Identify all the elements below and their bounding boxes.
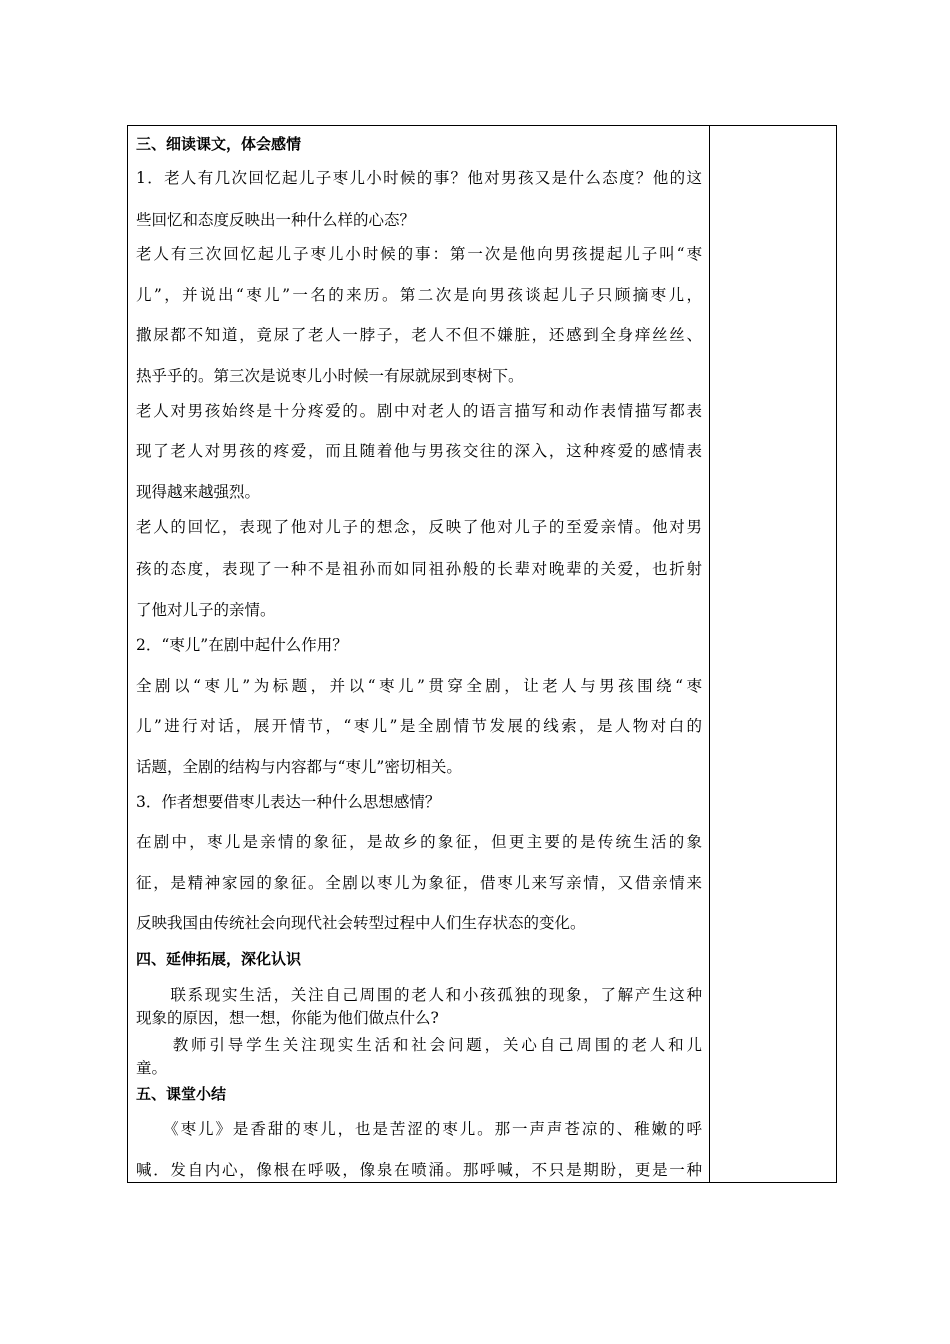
text-line: 1．老人有几次回忆起儿子枣儿小时候的事？他对男孩又是什么态度？他的这 bbox=[136, 169, 702, 187]
section-heading: 三、细读课文，体会感情 bbox=[136, 135, 302, 153]
section-heading: 五、课堂小结 bbox=[136, 1085, 227, 1103]
text-line: 现得越来越强烈。 bbox=[136, 483, 261, 501]
text-line: 老人对男孩始终是十分疼爱的。剧中对老人的语言描写和动作表情描写都表 bbox=[136, 402, 702, 420]
text-line: 在剧中，枣儿是亲情的象征，是故乡的象征，但更主要的是传统生活的象 bbox=[136, 833, 702, 851]
text-line: 些回忆和态度反映出一种什么样的心态？ bbox=[136, 211, 416, 229]
text-line: 儿”，并说出“枣儿”一名的来历。第二次是向男孩谈起儿子只顾摘枣儿， bbox=[136, 286, 702, 304]
text-line: 喊．发自内心，像根在呼吸，像泉在喷涌。那呼喊，不只是期盼，更是一种 bbox=[136, 1161, 702, 1179]
text-line: 撒尿都不知道，竟尿了老人一脖子，老人不但不嫌脏，还感到全身痒丝丝、 bbox=[136, 326, 702, 344]
text-line: 老人的回忆，表现了他对儿子的想念，反映了他对儿子的至爱亲情。他对男 bbox=[136, 518, 702, 536]
text-line: 3．作者想要借枣儿表达一种什么思想感情？ bbox=[136, 793, 441, 811]
lesson-table bbox=[127, 125, 837, 1183]
text-line: 联系现实生活，关注自己周围的老人和小孩孤独的现象，了解产生这种 bbox=[136, 986, 702, 1004]
lesson-content-cell bbox=[136, 126, 704, 1182]
text-line: 反映我国由传统社会向现代社会转型过程中人们生存状态的变化。 bbox=[136, 914, 586, 932]
text-line: 热乎乎的。第三次是说枣儿小时候一有尿就尿到枣树下。 bbox=[136, 367, 524, 385]
notes-cell bbox=[710, 126, 836, 1182]
text-line: 童。 bbox=[136, 1059, 168, 1077]
text-line: 2．“枣儿”在剧中起什么作用？ bbox=[136, 636, 348, 654]
text-line: 现了老人对男孩的疼爱，而且随着他与男孩交往的深入，这种疼爱的感情表 bbox=[136, 442, 702, 460]
text-line: 孩的态度，表现了一种不是祖孙而如同祖孙般的长辈对晚辈的关爱，也折射 bbox=[136, 560, 702, 578]
text-line: 征，是精神家园的象征。全剧以枣儿为象征，借枣儿来写亲情，又借亲情来 bbox=[136, 874, 702, 892]
text-line: 现象的原因，想一想，你能为他们做点什么? bbox=[136, 1009, 439, 1027]
text-line: 儿”进行对话，展开情节，“枣儿”是全剧情节发展的线索，是人物对白的 bbox=[136, 717, 702, 735]
text-line: 全剧以“枣儿”为标题，并以“枣儿”贯穿全剧，让老人与男孩围绕“枣 bbox=[136, 677, 702, 695]
text-line: 话题，全剧的结构与内容都与“枣儿”密切相关。 bbox=[136, 758, 462, 776]
section-heading: 四、延伸拓展，深化认识 bbox=[136, 950, 302, 968]
text-line: 教师引导学生关注现实生活和社会问题，关心自己周围的老人和儿 bbox=[136, 1036, 702, 1054]
text-line: 了他对儿子的亲情。 bbox=[136, 601, 276, 619]
text-line: 老人有三次回忆起儿子枣儿小时候的事：第一次是他向男孩提起儿子叫“枣 bbox=[136, 245, 702, 263]
text-line: 《枣儿》是香甜的枣儿，也是苦涩的枣儿。那一声声苍凉的、稚嫩的呼 bbox=[136, 1120, 702, 1138]
